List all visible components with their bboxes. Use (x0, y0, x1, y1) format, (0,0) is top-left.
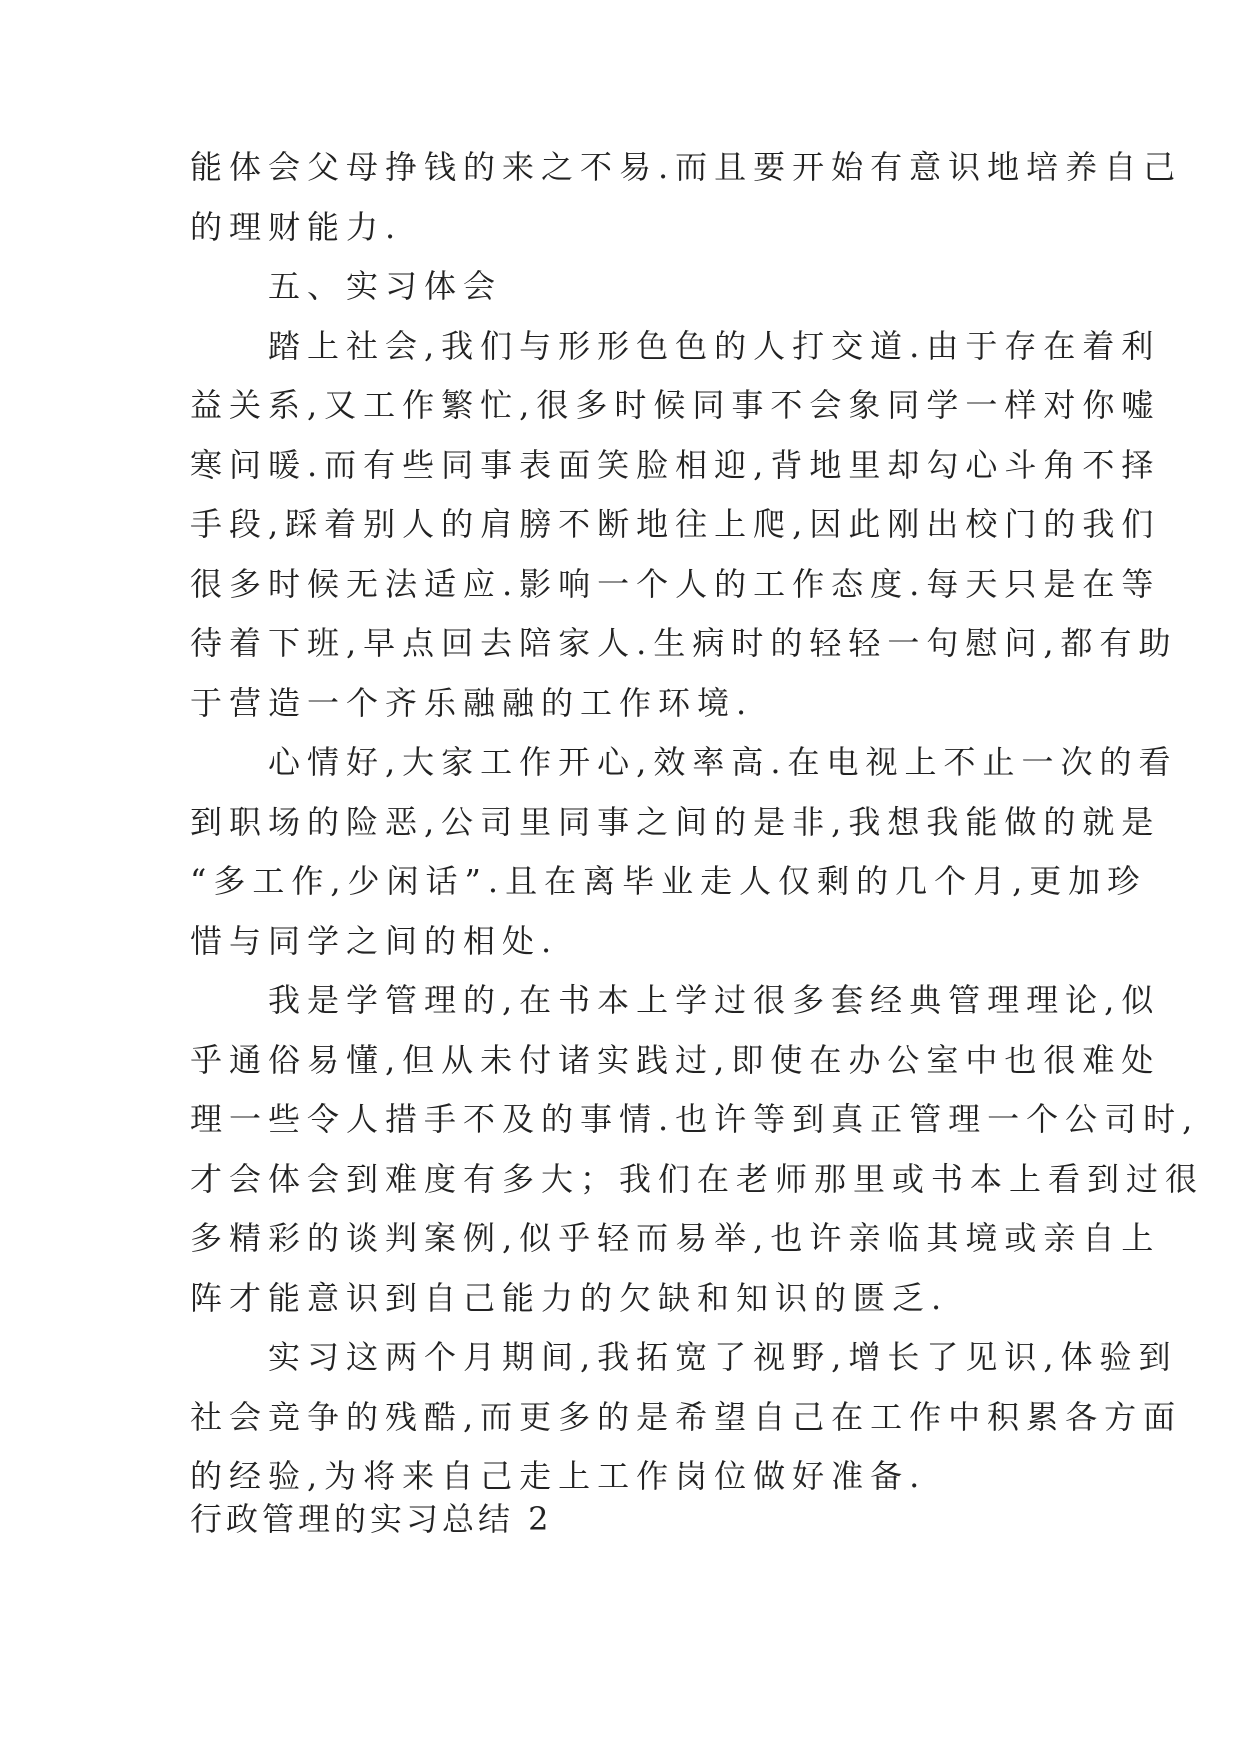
text-line: 实习这两个月期间,我拓宽了视野,增长了见识,体验到 (190, 1338, 1178, 1376)
text-line: 待着下班,早点回去陪家人.生病时的轻轻一句慰问,都有助 (190, 624, 1178, 662)
text-line: 益关系,又工作繁忙,很多时候同事不会象同学一样对你嘘 (190, 386, 1161, 424)
text-line: 我是学管理的,在书本上学过很多套经典管理理论,似 (190, 981, 1161, 1019)
text-line: 多精彩的谈判案例,似乎轻而易举,也许亲临其境或亲自上 (190, 1219, 1161, 1257)
text-line: 寒问暖.而有些同事表面笑脸相迎,背地里却勾心斗角不择 (190, 445, 1161, 484)
text-line: 能体会父母挣钱的来之不易.而且要开始有意识地培养自己 (190, 148, 1183, 186)
text-line: 的经验,为将来自己走上工作岗位做好准备. (190, 1457, 927, 1495)
text-line: 社会竞争的残酷,而更多的是希望自己在工作中积累各方面 (190, 1397, 1183, 1436)
text-line: 乎通俗易懂,但从未付诸实践过,即使在办公室中也很难处 (190, 1040, 1161, 1079)
text-line: 理一些令人措手不及的事情.也许等到真正管理一个公司时, (190, 1100, 1200, 1138)
section-heading-line: 五、实习体会 (190, 267, 503, 305)
text-line: 心情好,大家工作开心,效率高.在电视上不止一次的看 (190, 743, 1178, 781)
section-title: 行政管理的实习总结 2 (190, 1500, 553, 1538)
text-line: 阵才能意识到自己能力的欠缺和知识的匮乏. (190, 1278, 949, 1317)
text-line: 手段,踩着别人的肩膀不断地往上爬,因此刚出校门的我们 (190, 505, 1161, 543)
text-line: “多工作,少闲话”.且在离毕业走人仅剩的几个月,更加珍 (190, 862, 1147, 900)
text-line: 的理财能力. (190, 207, 403, 246)
text-line: 才会体会到难度有多大；我们在老师那里或书本上看到过很 (190, 1159, 1205, 1198)
text-line: 很多时候无法适应.影响一个人的工作态度.每天只是在等 (190, 564, 1161, 603)
text-line: 踏上社会,我们与形形色色的人打交道.由于存在着利 (190, 326, 1161, 365)
body-text (190, 138, 1205, 1507)
text-line: 到职场的险恶,公司里同事之间的是非,我想我能做的就是 (190, 802, 1161, 841)
text-line: 惜与同学之间的相处. (190, 921, 559, 960)
text-line: 于营造一个齐乐融融的工作环境. (190, 683, 754, 722)
